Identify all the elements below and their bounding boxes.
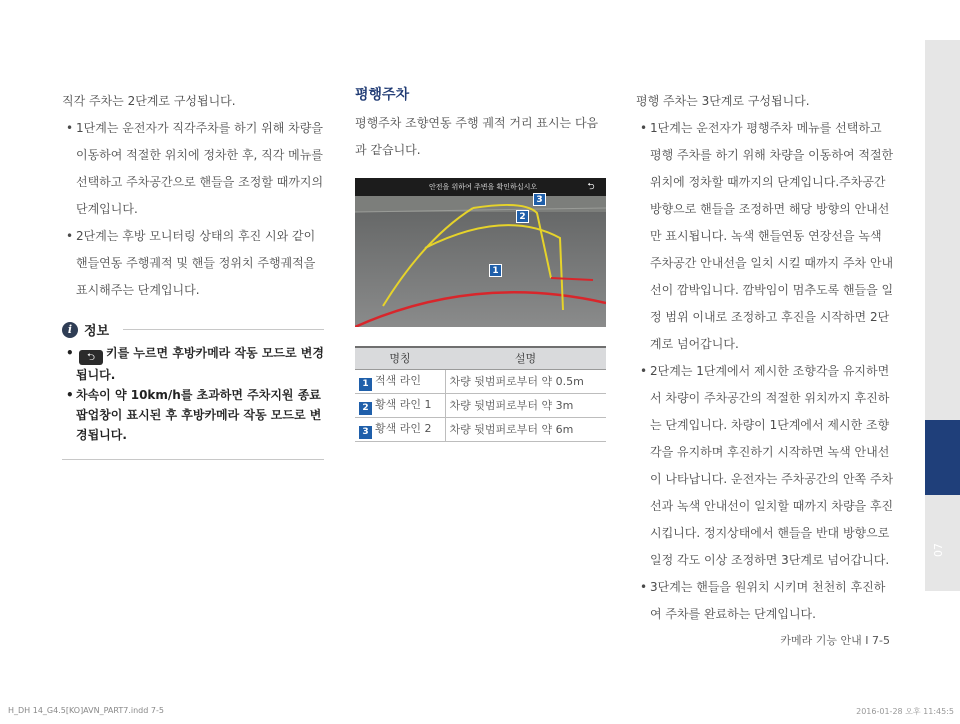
- row-name: 황색 라인 2: [375, 421, 432, 435]
- rear-camera-image: [355, 178, 606, 327]
- parallel-steps-intro: 평행 주차는 3단계로 구성됩니다.: [636, 94, 810, 108]
- left-column: [62, 88, 324, 460]
- parallel-step-2: • 2단계는 1단계에서 제시한 조향각을 유지하면서 차량이 주차공간의 적절한 위치까지 후진하는 단계입니다. 차량이 1단계에서 제시한 조향각을 유지하며 후진하기 시작하면 녹색 안내선이 나타납니다. 운전자는 주차공간의 안쪽 주차선과 녹색 안내선이 일치할 때까지 차량을 후진시킵니다. 정지상태에서 핸들을 반대 방향으로 일정 각도 이상 조정하면 3단계로 넘어갑니다.: [636, 358, 894, 574]
- row-number: 1: [359, 378, 372, 391]
- info-box: [62, 320, 324, 460]
- info-item-1-text: 키를 누르면 후방카메라 작동 모드로 변경 됩니다.: [76, 346, 324, 382]
- chapter-tab-active: [925, 420, 960, 495]
- table-header-desc: 설명: [445, 347, 606, 369]
- page-footer: 카메라 기능 안내 I 7-5: [780, 634, 890, 647]
- print-slug-right: 2016-01-28 오후 11:45:5: [856, 707, 954, 716]
- info-header: [62, 320, 324, 339]
- row-number: 3: [359, 426, 372, 439]
- guide-line-table: [355, 346, 606, 442]
- perpendicular-step-2: • 2단계는 후방 모니터링 상태의 후진 시와 같이 핸들연동 주행궤적 및 핸들 정위치 주행궤적을 표시해주는 단계입니다.: [62, 223, 324, 304]
- info-item-2: • 차속이 약 10km/h를 초과하면 주차지원 종료 팝업창이 표시된 후 후방카메라 작동 모드로 변경됩니다.: [62, 385, 324, 445]
- section-title: 평행주차: [355, 87, 410, 103]
- info-title: 정보: [84, 324, 110, 339]
- perpendicular-step-1: • 1단계는 운전자가 직각주차를 하기 위해 차량을 이동하여 적절한 위치에 정차한 후, 직각 메뉴를 선택하고 주차공간으로 핸들을 조정할 때까지의 단계입니다.: [62, 115, 324, 223]
- side-bar-top: [925, 40, 960, 420]
- middle-column: [355, 84, 606, 442]
- camera-warning-message: 안전을 위하여 주변을 확인하십시오: [429, 183, 538, 191]
- camera-back-icon: ⮌: [587, 182, 595, 192]
- tag-2: 2: [516, 210, 529, 223]
- info-item-1: [62, 343, 324, 385]
- print-slug-left: H_DH 14_G4.5[KO]AVN_PART7.indd 7-5: [8, 706, 164, 715]
- info-divider: [123, 329, 324, 330]
- info-icon: i: [62, 322, 78, 338]
- back-key-icon: ⮌: [79, 350, 103, 365]
- row-number: 2: [359, 402, 372, 415]
- table-row: [355, 393, 606, 417]
- tag-1: 1: [489, 264, 502, 277]
- camera-view-graphic: [355, 178, 606, 327]
- row-desc: 차량 뒷범퍼로부터 약 3m: [445, 393, 606, 417]
- right-column: [636, 88, 894, 628]
- table-row: [355, 369, 606, 393]
- parallel-intro: 평행주차 조향연동 주행 궤적 거리 표시는 다음과 같습니다.: [355, 116, 599, 157]
- perpendicular-intro: 직각 주차는 2단계로 구성됩니다.: [62, 94, 236, 108]
- row-name: 황색 라인 1: [375, 397, 432, 411]
- row-name: 적색 라인: [375, 373, 422, 387]
- table-header-name: 명칭: [355, 347, 445, 369]
- parallel-step-3: • 3단계는 핸들을 원위치 시키며 천천히 후진하여 주차를 완료하는 단계입니다.: [636, 574, 894, 628]
- tag-3: 3: [533, 193, 546, 206]
- table-row: [355, 417, 606, 441]
- parallel-step-1: • 1단계는 운전자가 평행주차 메뉴를 선택하고 평행 주차를 하기 위해 차량을 이동하여 적절한 위치에 정차할 때까지의 단계입니다.주차공간 방향으로 핸들을 조정하면 해당 방향의 안내선만 표시됩니다. 녹색 핸들연동 연장선을 녹색 주차공간 안내선을 일치 시킬 때까지 주차 안내선이 깜박입니다. 깜박임이 멈추도록 핸들을 일정 범위 이내로 조정하고 후진을 시작하면 2단계로 넘어갑니다.: [636, 115, 894, 358]
- parallel-steps: [636, 115, 894, 628]
- info-list: [62, 343, 324, 445]
- row-desc: 차량 뒷범퍼로부터 약 0.5m: [445, 369, 606, 393]
- perpendicular-steps: [62, 115, 324, 304]
- row-desc: 차량 뒷범퍼로부터 약 6m: [445, 417, 606, 441]
- chapter-number: 07: [932, 543, 945, 557]
